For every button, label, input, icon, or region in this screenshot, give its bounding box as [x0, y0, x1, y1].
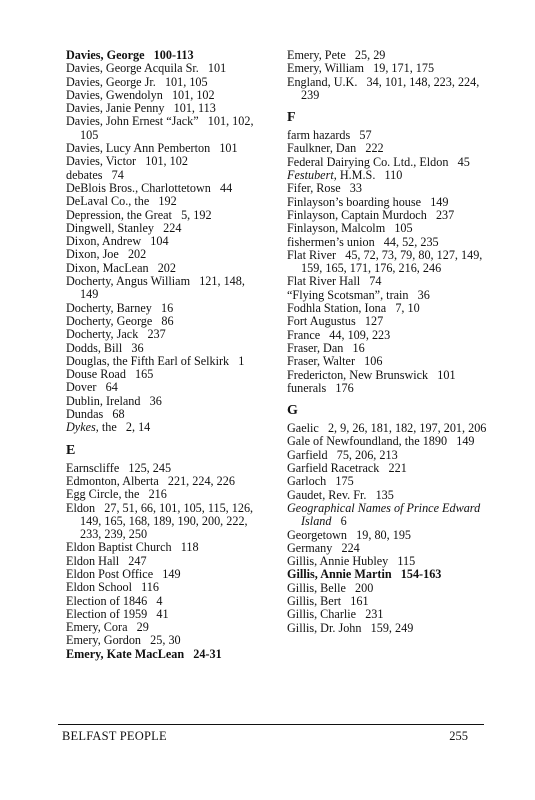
index-entry: Eldon Hall 247 [66, 553, 147, 568]
index-entry [66, 421, 266, 434]
index-entry: DeLaval Co., the 192 [66, 194, 177, 209]
index-entry: Fodhla Station, Iona 7, 10 [287, 301, 420, 316]
index-entry: Fraser, Walter 106 [287, 354, 383, 369]
index-entry: Garloch 175 [287, 474, 354, 489]
index-entry: Dixon, MacLean 202 [66, 260, 176, 275]
index-entry: Gale of Newfoundland, the 1890 149 [287, 434, 475, 449]
index-entry: Davies, John Ernest “Jack” 101, 102, 105 [66, 114, 257, 142]
index-entry: Fort Augustus 127 [287, 314, 384, 329]
index-section-letter: E [66, 442, 76, 458]
index-entry: Gillis, Charlie 231 [287, 607, 384, 622]
index-entry: Dodds, Bill 36 [66, 340, 144, 355]
index-entry: Egg Circle, the 216 [66, 487, 167, 502]
index-entry: Emery, Kate MacLean 24-31 [66, 646, 222, 661]
index-entry: Davies, Janie Penny 101, 113 [66, 101, 216, 116]
index-entry: Federal Dairying Co. Ltd., Eldon 45 [287, 154, 470, 169]
index-entry: Fifer, Rose 33 [287, 181, 362, 196]
index-entry: Gaelic 2, 9, 26, 181, 182, 197, 201, 206 [287, 421, 487, 436]
index-entry: Depression, the Great 5, 192 [66, 207, 212, 222]
index-entry: Dundas 68 [66, 407, 125, 422]
index-entry: Gillis, Belle 200 [287, 580, 374, 595]
index-entry: Finlayson’s boarding house 149 [287, 194, 449, 209]
index-entry: Docherty, Jack 237 [66, 327, 166, 342]
index-entry: Eldon 27, 51, 66, 101, 105, 115, 126, 149, 165, 168, 189, 190, 200, 222, 233, 239, 250 [66, 500, 257, 542]
index-entry: Gillis, Annie Martin 154-163 [287, 567, 442, 582]
index-entry: debates 74 [66, 167, 124, 182]
index-entry: Emery, Pete 25, 29 [287, 48, 386, 62]
index-entry: Davies, George Jr. 101, 105 [66, 74, 208, 89]
index-entry: Earnscliffe 125, 245 [66, 460, 172, 475]
index-entry: England, U.K. 34, 101, 148, 223, 224, 239 [287, 74, 483, 102]
index-entry: Garfield Racetrack 221 [287, 461, 407, 476]
index-entry: Emery, Gordon 25, 30 [66, 633, 181, 648]
index-entry: Gillis, Annie Hubley 115 [287, 554, 416, 569]
footer-page-number: 255 [449, 729, 468, 743]
index-entry: Germany 224 [287, 540, 360, 555]
index-entry: DeBlois Bros., Charlottetown 44 [66, 180, 233, 195]
index-entry: Gillis, Dr. John 159, 249 [287, 620, 414, 635]
index-entry-text: , H.M.S. 110 [333, 168, 403, 183]
index-entry: Garfield 75, 206, 213 [287, 447, 398, 462]
index-entry: Docherty, George 86 [66, 313, 174, 328]
index-entry: Davies, George Acquila Sr. 101 [66, 61, 227, 76]
index-entry: “Flying Scotsman”, train 36 [287, 287, 430, 302]
index-entry: fishermen’s union 44, 52, 235 [287, 234, 439, 249]
index-entry-italic-title: Geographical Names of Prince Edward Island [287, 500, 484, 529]
index-entry: Georgetown 19, 80, 195 [287, 527, 412, 542]
index-entry: Emery, Cora 29 [66, 620, 149, 635]
index-section-letter: F [287, 110, 296, 126]
index-entry: Flat River 45, 72, 73, 79, 80, 127, 149, 159, 165, 171, 176, 216, 246 [287, 247, 486, 276]
index-entry: Gillis, Bert 161 [287, 593, 369, 608]
index-entry: Election of 1959 41 [66, 606, 169, 621]
index-entry [287, 502, 487, 529]
index-entry: farm hazards 57 [287, 128, 372, 143]
index-entry: Finlayson, Malcolm 105 [287, 221, 413, 236]
index-entry: Dixon, Andrew 104 [66, 234, 169, 249]
index-entry: Docherty, Angus William 121, 148, 149 [66, 274, 248, 302]
index-entry: Flat River Hall 74 [287, 274, 382, 289]
index-entry: Davies, George 100-113 [66, 48, 194, 62]
index-entry: funerals 176 [287, 380, 354, 395]
index-entry-italic-title: Dykes [66, 420, 96, 435]
index-entry: Davies, Lucy Ann Pemberton 101 [66, 141, 238, 156]
index-entry: Docherty, Barney 16 [66, 300, 174, 315]
index-entry: Dingwell, Stanley 224 [66, 220, 182, 235]
index-entry-text: 6 [331, 514, 347, 529]
index-entry: Dixon, Joe 202 [66, 247, 147, 262]
index-entry: Dublin, Ireland 36 [66, 393, 162, 408]
index-entry: Finlayson, Captain Murdoch 237 [287, 207, 455, 222]
index-entry: Eldon Post Office 149 [66, 566, 181, 581]
footer-book-title: BELFAST PEOPLE [62, 729, 167, 743]
index-section-letter: G [287, 403, 298, 419]
index-entry: Election of 1846 4 [66, 593, 163, 608]
index-column-right [287, 49, 487, 635]
index-entry: Davies, Victor 101, 102 [66, 154, 188, 169]
index-entry: Emery, William 19, 171, 175 [287, 61, 435, 76]
index-entry-italic-title: Festubert [287, 168, 334, 183]
index-entry: Dover 64 [66, 380, 118, 395]
index-entry: Faulkner, Dan 222 [287, 141, 384, 156]
index-column-left [66, 49, 266, 661]
index-entry: Fraser, Dan 16 [287, 340, 365, 355]
index-entry [287, 169, 487, 182]
index-entry: Eldon School 116 [66, 580, 159, 595]
index-entry: France 44, 109, 223 [287, 327, 391, 342]
index-entry: Davies, Gwendolyn 101, 102 [66, 87, 215, 102]
index-entry-text: , the 2, 14 [95, 420, 151, 435]
footer-rule [58, 724, 484, 725]
index-entry: Douglas, the Fifth Earl of Selkirk 1 [66, 353, 245, 368]
index-entry: Fredericton, New Brunswick 101 [287, 367, 456, 382]
index-entry: Edmonton, Alberta 221, 224, 226 [66, 473, 235, 488]
index-entry: Eldon Baptist Church 118 [66, 540, 199, 555]
index-entry: Gaudet, Rev. Fr. 135 [287, 487, 394, 502]
index-entry: Douse Road 165 [66, 367, 154, 382]
